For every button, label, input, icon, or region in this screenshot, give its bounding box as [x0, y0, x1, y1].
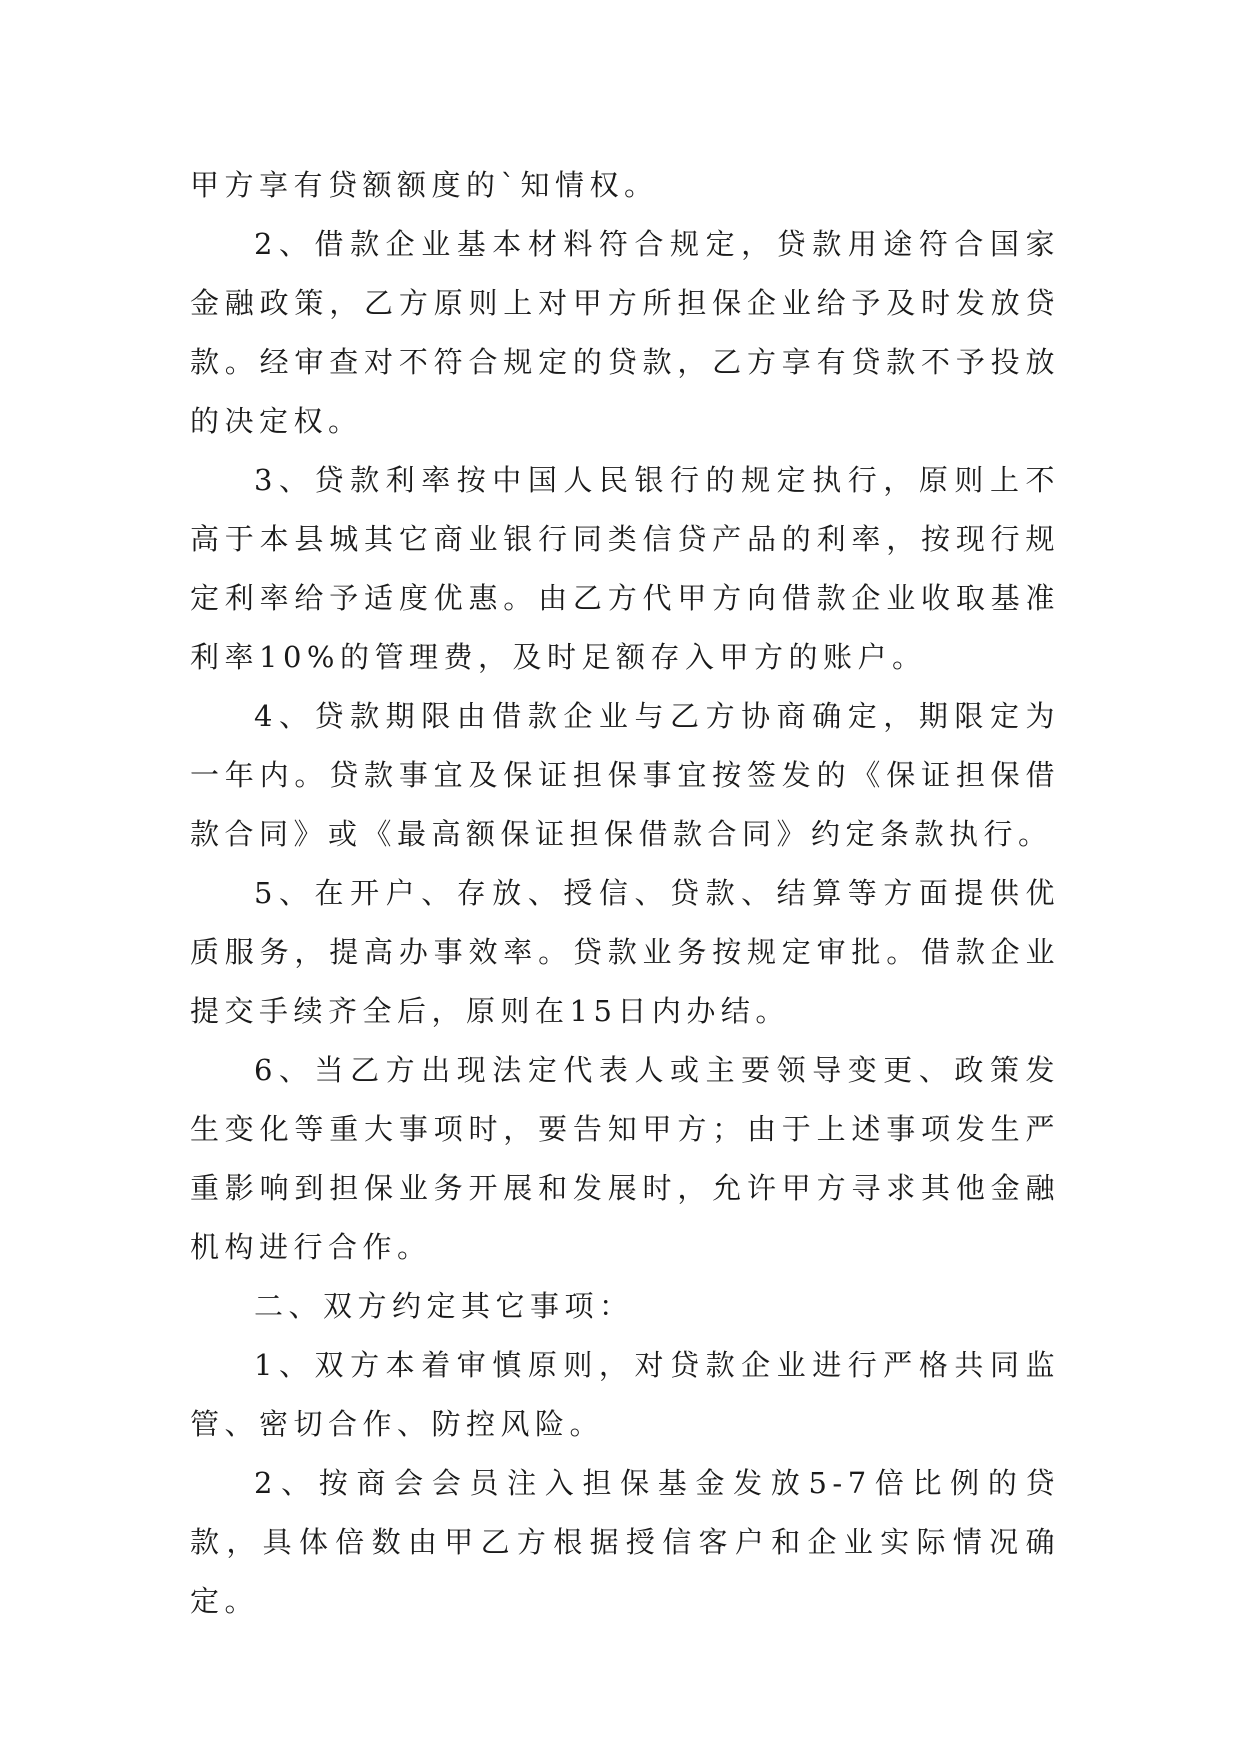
paragraph-continuation: 甲方享有贷额额度的`知情权。 [190, 168, 659, 202]
paragraph-clause-4: 4、贷款期限由借款企业与乙方协商确定，期限定为一年内。贷款事宜及保证担保事宜按签发的《保证担保借款合同》或《最高额保证担保借款合同》约定条款执行。 [190, 699, 1060, 851]
paragraph-clause-5: 5、在开户、存放、授信、贷款、结算等方面提供优质服务，提高办事效率。贷款业务按规定审批。借款企业提交手续齐全后，原则在15日内办结。 [190, 876, 1060, 1028]
paragraph-other-2: 2、按商会会员注入担保基金发放5-7倍比例的贷款，具体倍数由甲乙方根据授信客户和企业实际情况确定。 [190, 1466, 1060, 1618]
paragraph-other-1: 1、双方本着审慎原则，对贷款企业进行严格共同监管、密切合作、防控风险。 [190, 1348, 1060, 1441]
document-body [190, 156, 1060, 1631]
section-heading-other-matters: 二、双方约定其它事项： [254, 1289, 634, 1323]
paragraph-clause-6: 6、当乙方出现法定代表人或主要领导变更、政策发生变化等重大事项时，要告知甲方；由于上述事项发生严重影响到担保业务开展和发展时，允许甲方寻求其他金融机构进行合作。 [190, 1053, 1060, 1264]
paragraph-clause-2: 2、借款企业基本材料符合规定，贷款用途符合国家金融政策，乙方原则上对甲方所担保企业给予及时发放贷款。经审查对不符合规定的贷款，乙方享有贷款不予投放的决定权。 [190, 227, 1060, 438]
paragraph-clause-3: 3、贷款利率按中国人民银行的规定执行，原则上不高于本县城其它商业银行同类信贷产品的利率，按现行规定利率给予适度优惠。由乙方代甲方向借款企业收取基准利率10%的管理费，及时足额存入甲方的账户。 [190, 463, 1060, 674]
